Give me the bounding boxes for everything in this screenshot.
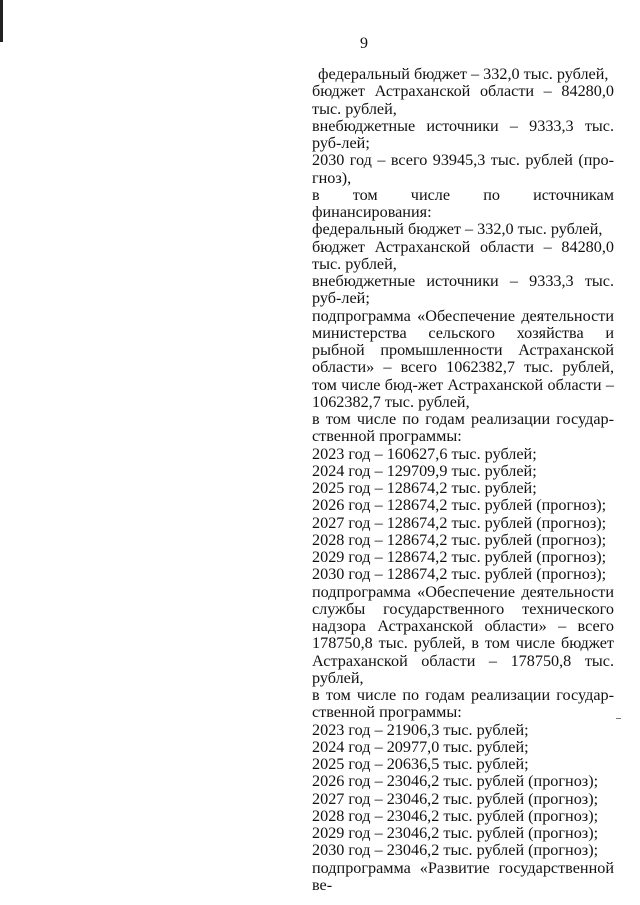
paragraph-ministry-2029: 2029 год – 128674,2 тыс. рублей (прогноз);	[312, 548, 607, 566]
paragraph-extrabudgetary-2029: внебюджетные источники – 9333,3 тыс. руб-лей;	[312, 116, 614, 152]
right-edge-mark	[616, 718, 621, 719]
paragraph-tech-supervision-2025: 2025 год – 20636,5 тыс. рублей;	[312, 755, 529, 773]
paragraph-tech-supervision-2029: 2029 год – 23046,2 тыс. рублей (прогноз);	[312, 824, 599, 842]
paragraph-regional-budget-2030: бюджет Астраханской области – 84280,0 тыс. рублей,	[312, 237, 614, 273]
paragraph-years-intro-ministry: в том числе по годам реализации государ-ственной программы:	[312, 410, 614, 446]
page-number: 9	[360, 35, 368, 52]
paragraph-ministry-2025: 2025 год – 128674,2 тыс. рублей;	[312, 479, 537, 497]
paragraph-tech-supervision-2028: 2028 год – 23046,2 тыс. рублей (прогноз);	[312, 806, 599, 825]
paragraph-tech-supervision-2026: 2026 год – 23046,2 тыс. рублей (прогноз);	[312, 772, 599, 791]
paragraph-ministry-2030: 2030 год – 128674,2 тыс. рублей (прогноз);	[312, 565, 607, 584]
paragraph-2030-total: 2030 год – всего 93945,3 тыс. рублей (про-гноз),	[312, 151, 614, 187]
paragraph-tech-supervision-2023: 2023 год – 21906,3 тыс. рублей;	[312, 720, 529, 739]
paragraph-tech-supervision-2027: 2027 год – 23046,2 тыс. рублей (прогноз);	[312, 789, 599, 808]
paragraph-tech-supervision-subprogram: подпрограмма «Обеспечение деятельности службы государственного технического надзора Астраханской области» – всего 178750,8 тыс. рублей, в том числе бюджет Астраханской области – 178750,8 тыс. рублей,	[312, 582, 614, 687]
paragraph-ministry-2024: 2024 год – 129709,9 тыс. рублей;	[312, 461, 537, 480]
paragraph-ministry-subprogram: подпрограмма «Обеспечение деятельности министерства сельского хозяйства и рыбной промышленности Астраханской области» – всего 1062382,7 тыс. рублей, том числе бюд-жет Астраханской области – 1062382,7 тыс. рублей,	[312, 306, 614, 411]
paragraph-ministry-2028: 2028 год – 128674,2 тыс. рублей (прогноз);	[312, 530, 607, 549]
paragraph-ministry-2027: 2027 год – 128674,2 тыс. рублей (прогноз);	[312, 513, 607, 532]
paragraph-next-subprogram: подпрограмма «Развитие государственной ве-	[312, 858, 614, 894]
document-text-column	[312, 66, 614, 894]
paragraph-years-intro-tech-supervision: в том числе по годам реализации государ-ственной программы:	[312, 686, 614, 722]
paragraph-federal-budget-2030: федеральный бюджет – 332,0 тыс. рублей,	[312, 220, 603, 239]
paragraph-extrabudgetary-2030: внебюджетные источники – 9333,3 тыс. руб-лей;	[312, 272, 614, 308]
paragraph-tech-supervision-2030: 2030 год – 23046,2 тыс. рублей (прогноз);	[312, 841, 599, 860]
paragraph-ministry-2023: 2023 год – 160627,6 тыс. рублей;	[312, 444, 537, 463]
paragraph-federal-budget-2029: федеральный бюджет – 332,0 тыс. рублей,	[318, 65, 609, 83]
paragraph-tech-supervision-2024: 2024 год – 20977,0 тыс. рублей;	[312, 737, 529, 756]
paragraph-funding-sources-intro: в том числе по источникам финансирования:	[312, 185, 614, 221]
paragraph-regional-budget-2029: бюджет Астраханской области – 84280,0 тыс. рублей,	[312, 82, 614, 118]
paragraph-ministry-2026: 2026 год – 128674,2 тыс. рублей (прогноз);	[312, 496, 607, 515]
left-edge-mark	[0, 0, 3, 42]
